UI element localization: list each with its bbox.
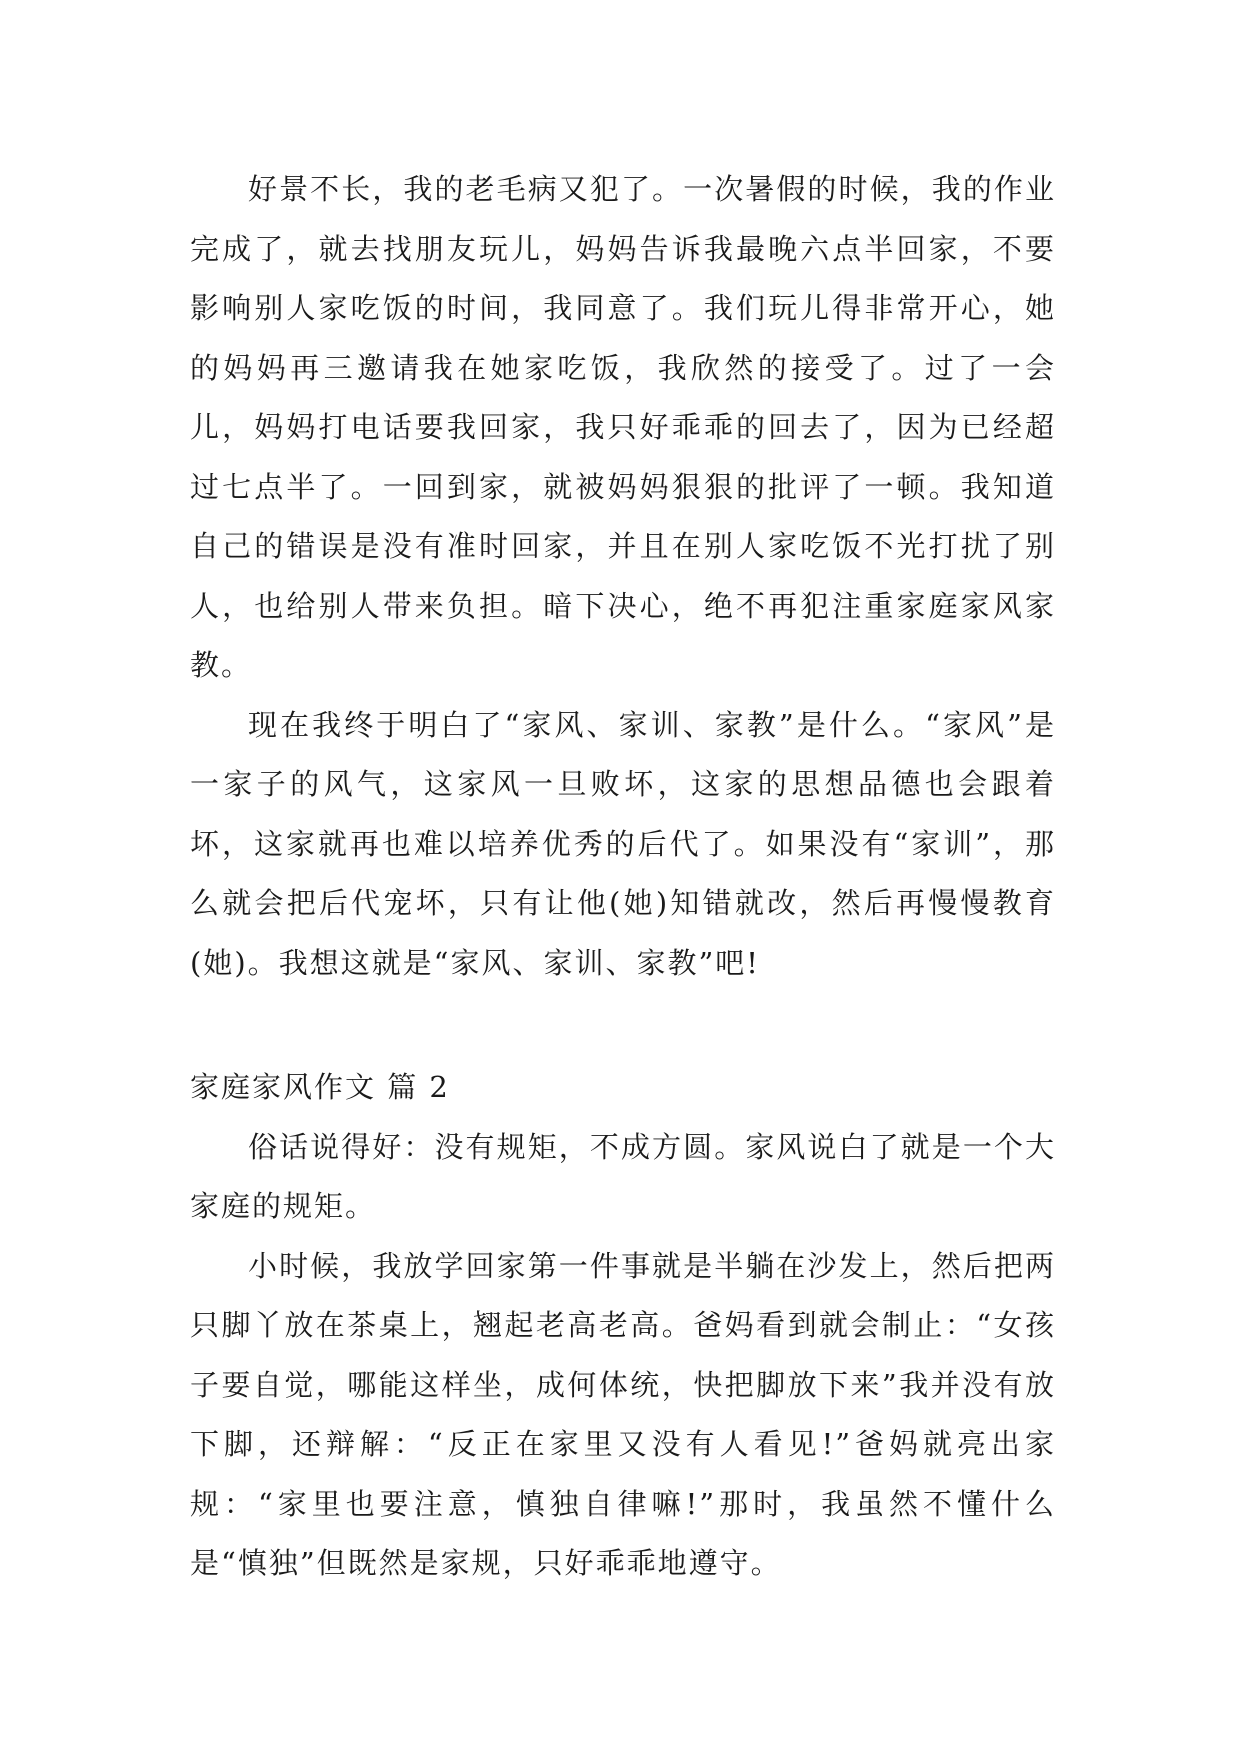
paragraph-proverb: 俗话说得好：没有规矩，不成方圆。家风说白了就是一个大家庭的规矩。 bbox=[190, 1129, 1056, 1223]
paragraph-family-values: 现在我终于明白了“家风、家训、家教”是什么。“家风”是一家子的风气，这家风一旦败坏，这家的思想品德也会跟着坏，这家就再也难以培养优秀的后代了。如果没有“家训”，那么就会把后代宠坏，只有让他(她)知错就改，然后再慢慢教育(她)。我想这就是“家风、家训、家教”吧! bbox=[190, 707, 1056, 980]
paragraph-bad-habit: 好景不长，我的老毛病又犯了。一次暑假的时候，我的作业完成了，就去找朋友玩儿，妈妈告诉我最晚六点半回家，不要影响别人家吃饭的时间，我同意了。我们玩儿得非常开心，她的妈妈再三邀请我在她家吃饭，我欣然的接受了。过了一会儿，妈妈打电话要我回家，我只好乖乖的回去了，因为已经超过七点半了。一回到家，就被妈妈狠狠的批评了一顿。我知道自己的错误是没有准时回家，并且在别人家吃饭不光打扰了别人，也给别人带来负担。暗下决心，绝不再犯注重家庭家风家教。 bbox=[190, 172, 1056, 682]
document-page bbox=[190, 160, 1056, 1594]
section-heading: 家庭家风作文 篇 2 bbox=[190, 1070, 450, 1104]
paragraph-childhood: 小时候，我放学回家第一件事就是半躺在沙发上，然后把两只脚丫放在茶桌上，翘起老高老高。爸妈看到就会制止：“女孩子要自觉，哪能这样坐，成何体统，快把脚放下来”我并没有放下脚，还辩解：“反正在家里又没有人看见!”爸妈就亮出家规：“家里也要注意，慎独自律嘛!”那时，我虽然不懂什么是“慎独”但既然是家规，只好乖乖地遵守。 bbox=[190, 1248, 1056, 1580]
